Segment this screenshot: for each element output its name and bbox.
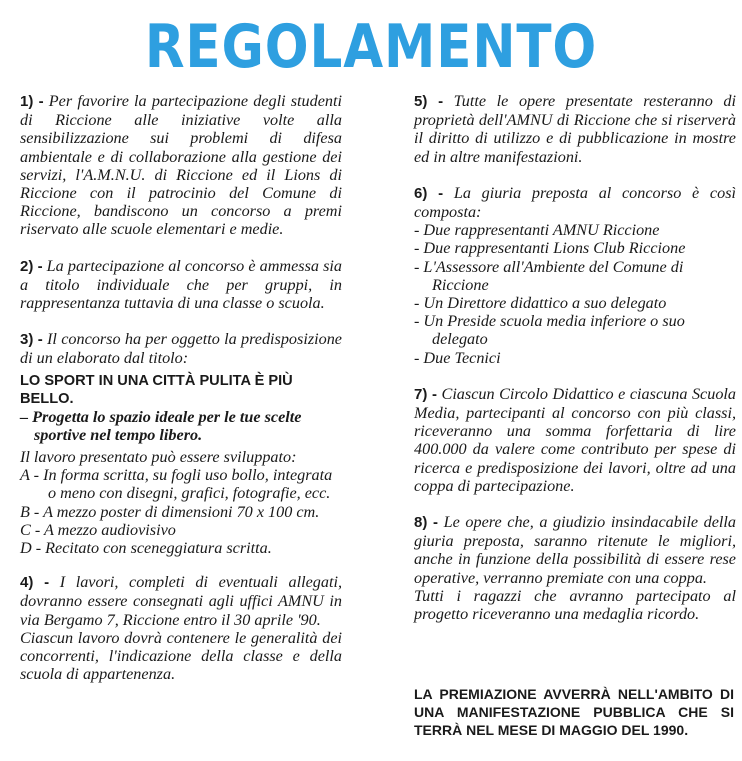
format-option: B - A mezzo poster di dimensioni 70 x 100 cm. [20, 502, 320, 521]
article-8-extra: Tutti i ragazzi che avranno partecipato al progetto riceveranno una medaglia ricordo. [414, 586, 736, 624]
jury-member: - L'Assessore all'Ambiente del Comune di Riccione [414, 257, 684, 294]
article-5-number: 5) - [414, 93, 444, 110]
article-8-body [414, 513, 736, 587]
article-2-number: 2) - [20, 257, 43, 275]
article-4-number: 4) - [20, 574, 50, 592]
article-6-intro [414, 184, 736, 221]
article-7 [414, 385, 736, 495]
article-5-text: Tutte le opere presentate resteranno di proprietà dell'AMNU di Riccione che si riserverà il diritto di utilizzo e di pubblicazione in mostre ed in altre manifestazioni. [414, 92, 736, 166]
article-6-text: La giuria preposta al concorso è così composta: [414, 183, 736, 222]
article-3-number: 3) - [20, 331, 43, 349]
left-column [20, 92, 342, 701]
award-announcement: LA PREMIAZIONE AVVERRÀ NELL'AMBITO DI UNA MANIFESTAZIONE PUBBLICA CHE SI TERRÀ NEL MESE DI MAGGIO DEL 1990. [414, 686, 734, 738]
jury-member: - Due rappresentanti Lions Club Riccione [414, 239, 686, 258]
page-title: REGOLAMENTO [144, 12, 598, 82]
contest-subtitle: – Progetta lo spazio ideale per le tue scelte sportive nel tempo libero. [20, 407, 302, 444]
article-6 [414, 184, 736, 367]
format-option: D - Recitato con sceneggiatura scritta. [20, 539, 272, 558]
format-options [20, 466, 342, 557]
article-8-number: 8) - [414, 514, 439, 532]
jury-member: - Due Tecnici [414, 348, 501, 367]
article-3-text: Il concorso ha per oggetto la predisposizione di un elaborato dal titolo: [20, 330, 342, 368]
article-1 [20, 92, 342, 239]
article-7-text: Ciascun Circolo Didattico e ciascuna Scuola Media, partecipanti al concorso con più classi, riceveranno una somma forfettaria di lire 400.000 da valere come contributo per spese di ricerca e predisposizione dei lavori, oltre ad una coppa di partecipazione. [414, 384, 737, 495]
article-4-body [20, 573, 342, 629]
right-column [414, 92, 736, 641]
contest-title: LO SPORT IN UNA CITTÀ PULITA È PIÙ BELLO. [20, 372, 293, 407]
article-5 [414, 92, 736, 166]
article-6-number: 6) - [414, 184, 444, 202]
article-2-text: La partecipazione al concorso è ammessa sia a titolo individuale che per gruppi, in rappresentanza tuttavia di una classe o scuola. [20, 256, 342, 313]
article-7-number: 7) - [414, 385, 437, 403]
article-8-text: Le opere che, a giudizio insindacabile della giuria preposta, saranno ritenute le migliori, anche in funzione della possibilità di essere rese operative, verranno premiate con una coppa. [414, 513, 736, 587]
article-4 [20, 573, 342, 683]
jury-member: - Due rappresentanti AMNU Riccione [414, 221, 660, 240]
format-option: C - A mezzo audiovisivo [20, 520, 176, 539]
jury-member: - Un Preside scuola media inferiore o suo delegato [414, 312, 685, 349]
article-1-text: Per favorire la partecipazione degli studenti di Riccione alle iniziative volte alla sensibilizzazione sui problemi di difesa ambientale e di collaborazione alla gestione dei servizi, l'A.M.N.U. di Riccione ed il Lions di Riccione con il patrocinio del Comune di Riccione, bandiscono un concorso a premi riservato alle scuole elementari e medie. [20, 92, 342, 239]
jury-members [414, 221, 736, 367]
format-intro: Il lavoro presentato può essere sviluppato: [20, 448, 297, 467]
article-8 [414, 513, 736, 623]
article-1-number: 1) - [20, 93, 44, 110]
article-4-text: I lavori, completi di eventuali allegati, dovranno essere consegnati agli uffici AMNU in via Bergamo 7, Riccione entro il 30 aprile '90. [20, 573, 343, 629]
article-3-intro [20, 330, 342, 367]
article-4-extra: Ciascun lavoro dovrà contenere le generalità dei concorrenti, l'indicazione della classe e della scuola di appartenenza. [20, 628, 342, 684]
article-3 [20, 330, 342, 557]
jury-member: - Un Direttore didattico a suo delegato [414, 294, 667, 313]
format-option: A - In forma scritta, su fogli uso bollo, integrata o meno con disegni, grafici, fotografie, ecc. [20, 466, 333, 503]
article-2 [20, 257, 342, 313]
